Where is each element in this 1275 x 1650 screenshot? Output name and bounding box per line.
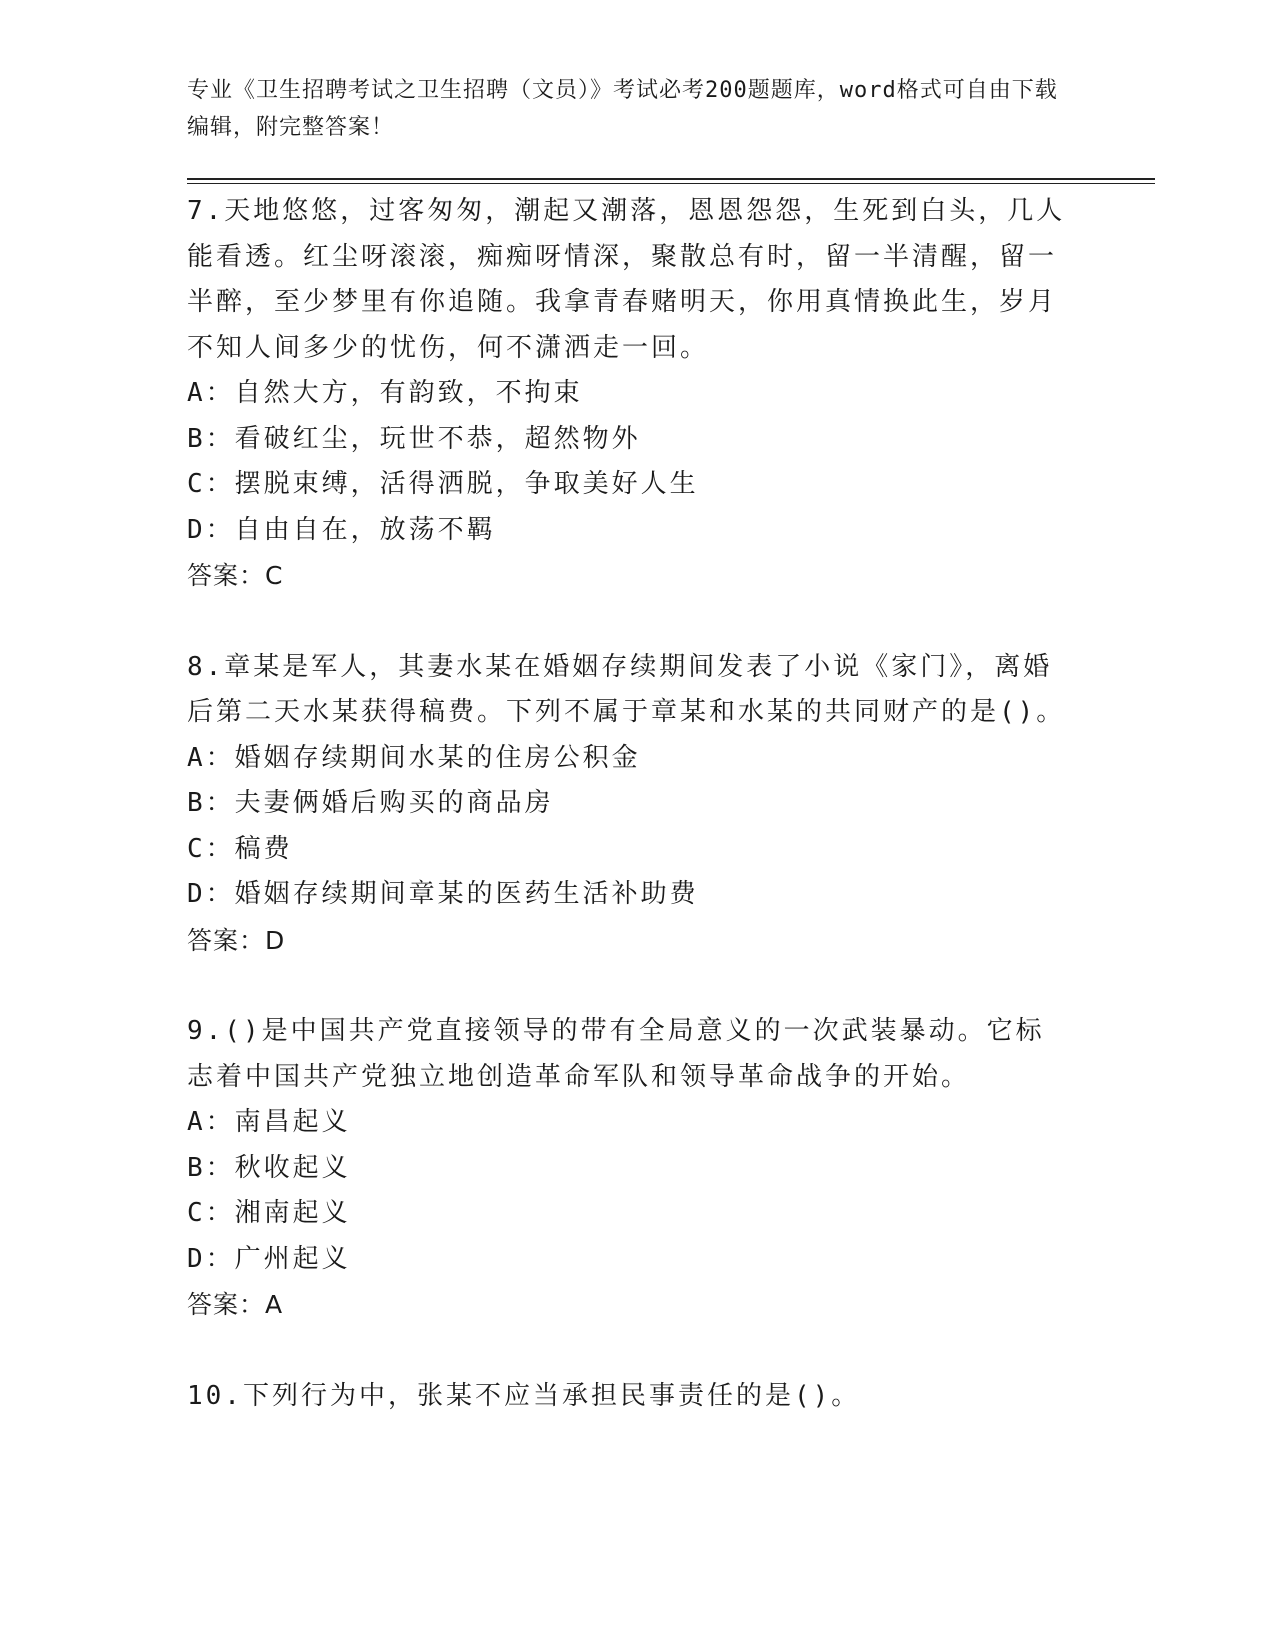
question-stem: 8.章某是军人，其妻水某在婚姻存续期间发表了小说《家门》，离婚后第二天水某获得稿费。下列不属于章某和水某的共同财产的是()。: [187, 651, 1066, 727]
option-b: B：夫妻俩婚后购买的商品房: [187, 788, 554, 818]
question-stem: 10.下列行为中，张某不应当承担民事责任的是()。: [187, 1380, 861, 1411]
answer-line: 答案：C: [187, 561, 284, 590]
answer-line: 答案：A: [187, 1290, 284, 1319]
question-9: [187, 1009, 1067, 1328]
document-header: [187, 72, 1067, 146]
option-d: D：婚姻存续期间章某的医药生活补助费: [187, 879, 699, 909]
option-a: A：南昌起义: [187, 1107, 351, 1137]
option-c: C：摆脱束缚，活得洒脱，争取美好人生: [187, 469, 699, 499]
option-c: C：湘南起义: [187, 1198, 351, 1228]
question-stem: 7.天地悠悠，过客匆匆，潮起又潮落，恩恩怨怨，生死到白头，几人能看透。红尘呀滚滚，痴痴呀情深，聚散总有时，留一半清醒，留一半醉，至少梦里有你追随。我拿青春赌明天，你用真情换此生，岁月不知人间多少的忧伤，何不潇洒走一回。: [187, 196, 1066, 363]
option-b: B：看破红尘，玩世不恭，超然物外: [187, 423, 641, 454]
answer-line: 答案：D: [187, 925, 286, 955]
question-list: [187, 189, 1067, 1465]
option-d: D：广州起义: [187, 1243, 351, 1274]
header-divider-thin: [187, 183, 1155, 184]
question-7: [187, 189, 1067, 599]
question-stem: 9.()是中国共产党直接领导的带有全局意义的一次武装暴动。它标志着中国共产党独立地创造革命军队和领导革命战争的开始。: [187, 1016, 1045, 1092]
header-text: 专业《卫生招聘考试之卫生招聘（文员）》考试必考200题题库，word格式可自由下载编辑，附完整答案！: [187, 78, 1058, 140]
option-b: B：秋收起义: [187, 1152, 351, 1183]
question-10: [187, 1374, 1067, 1420]
header-divider-thick: [187, 178, 1155, 180]
option-c: C：稿费: [187, 833, 293, 864]
question-8: [187, 645, 1067, 964]
option-a: A：自然大方，有韵致，不拘束: [187, 378, 583, 408]
option-d: D：自由自在，放荡不羁: [187, 514, 496, 545]
option-a: A：婚姻存续期间水某的住房公积金: [187, 742, 641, 773]
